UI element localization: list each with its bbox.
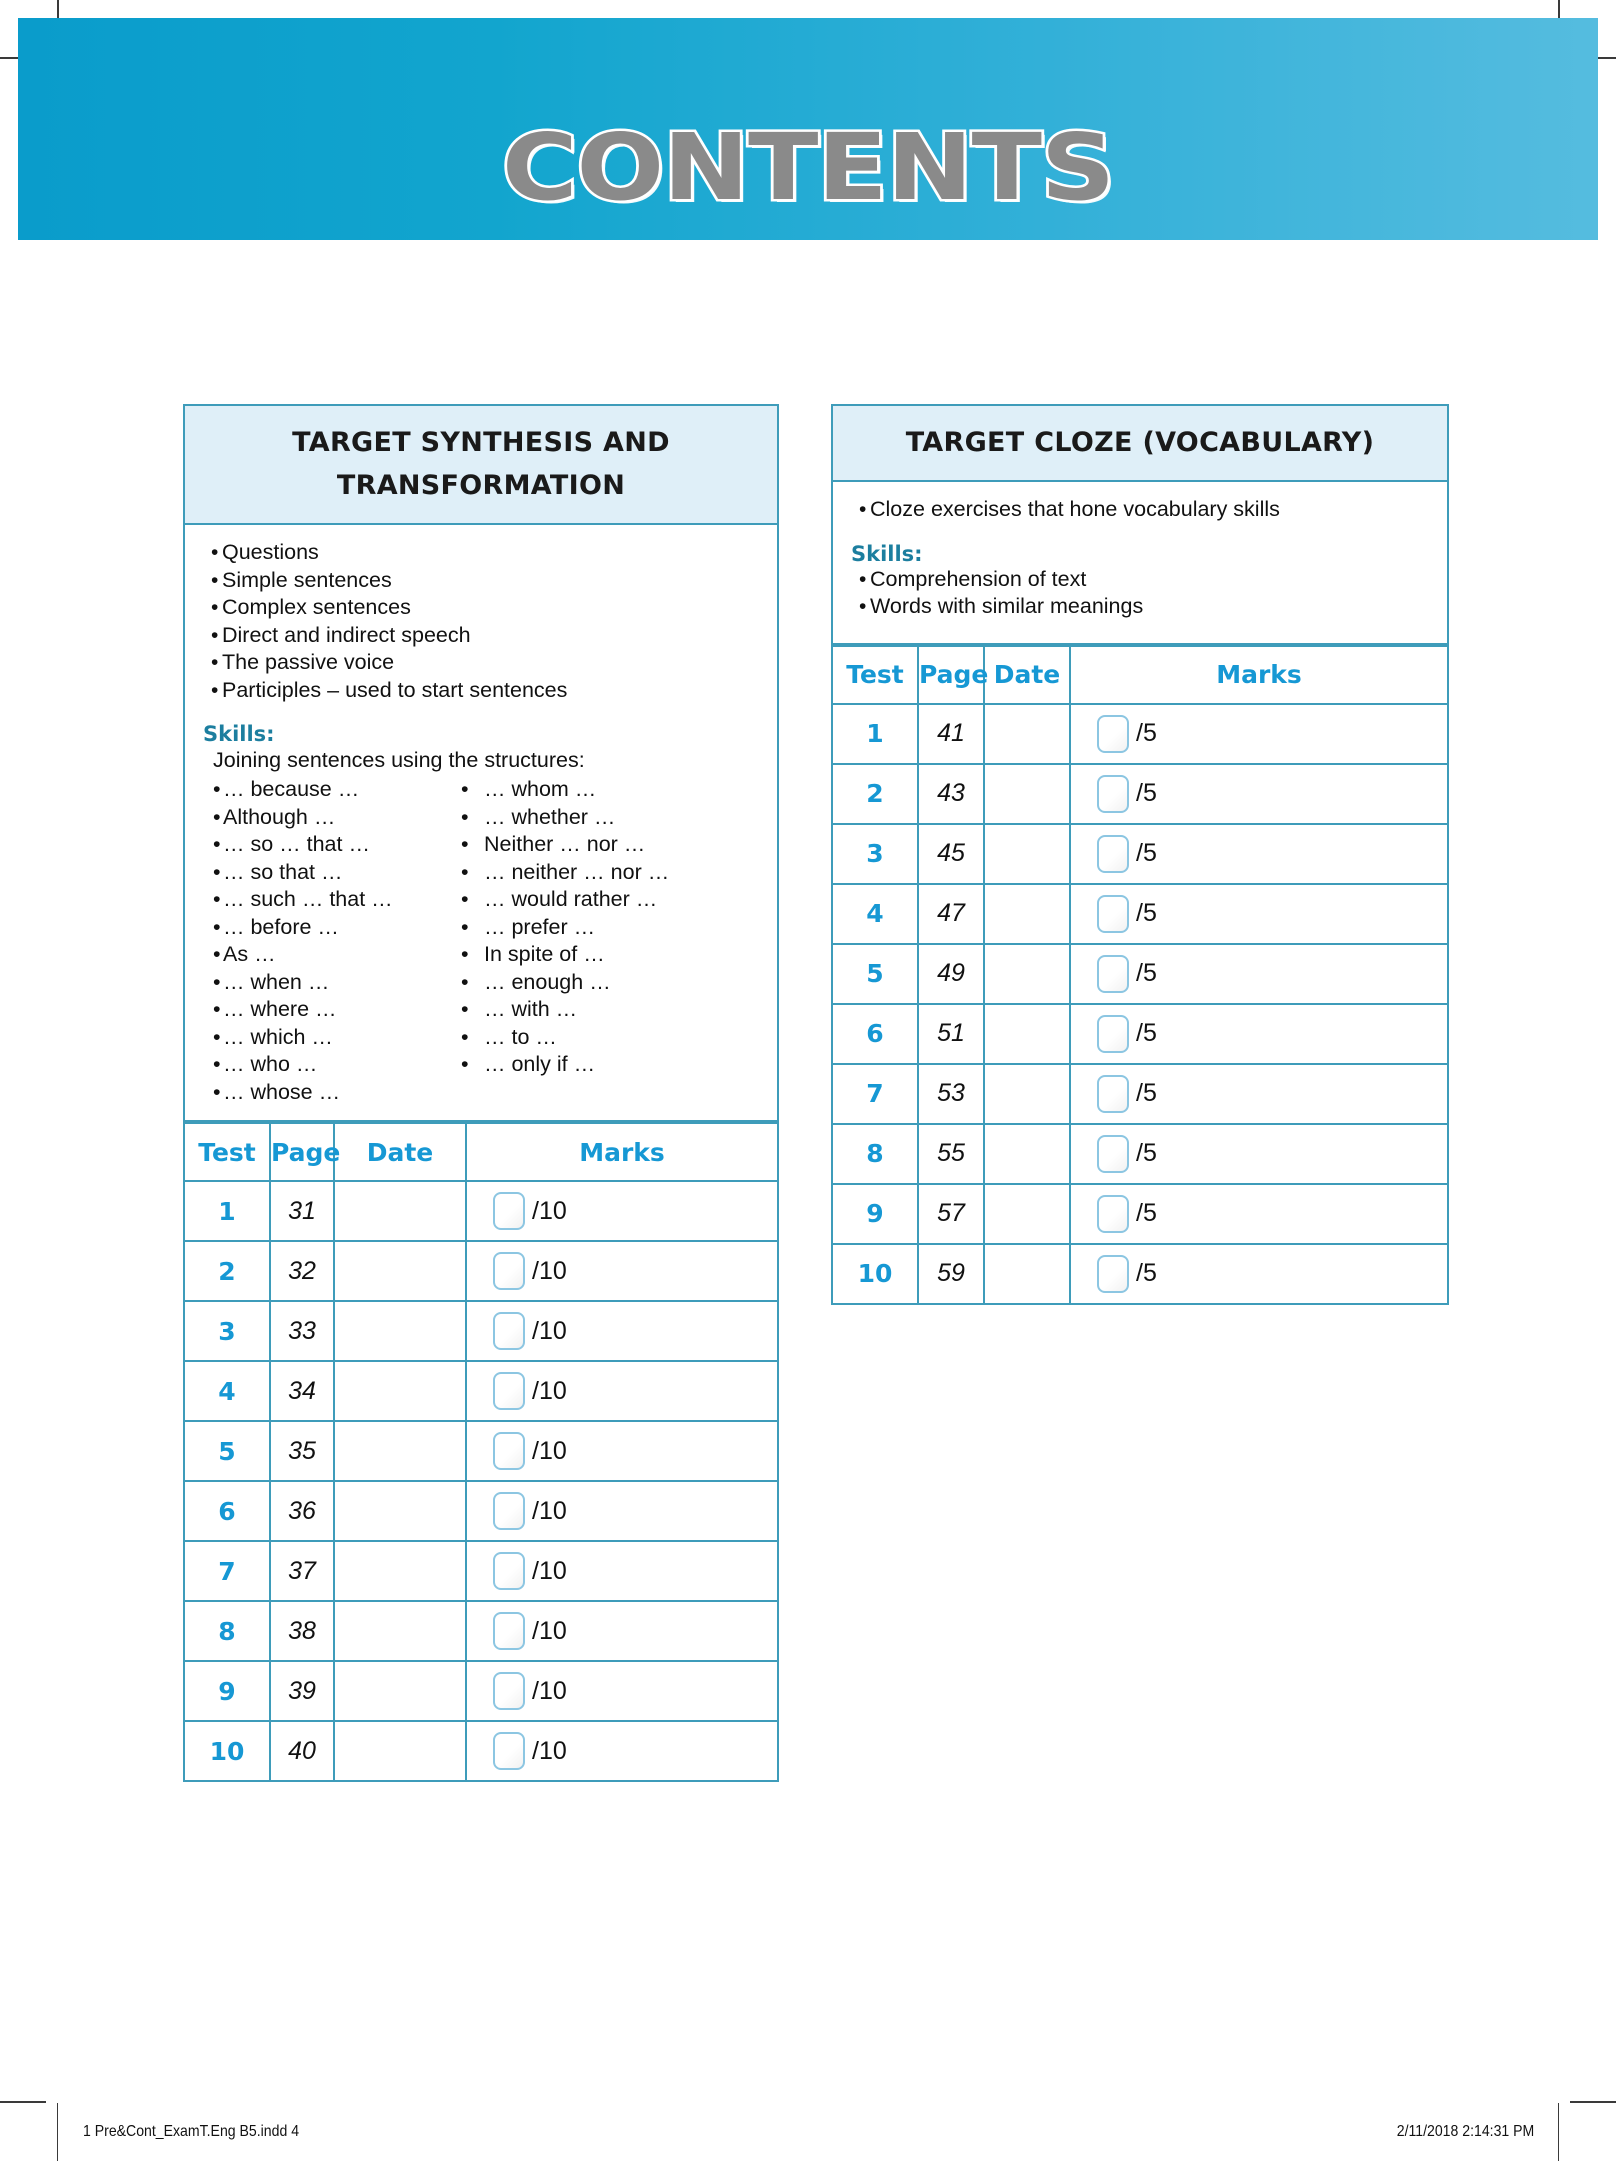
left-section-title: TARGET SYNTHESIS AND TRANSFORMATION [183, 404, 779, 525]
right-column [831, 404, 1449, 1305]
cell-test-number: 3 [184, 1301, 270, 1361]
list-item: • In spite of … [459, 941, 759, 969]
cell-page-number: 37 [270, 1541, 334, 1601]
list-item: • … to … [459, 1024, 759, 1052]
mark-denominator: /10 [532, 1196, 567, 1225]
mark-denominator: /10 [532, 1496, 567, 1525]
cell-date-blank[interactable] [984, 1124, 1070, 1184]
cell-page-number: 32 [270, 1241, 334, 1301]
list-item: • … whether … [459, 804, 759, 832]
cell-date-blank[interactable] [984, 1184, 1070, 1244]
list-item: • … prefer … [459, 914, 759, 942]
cell-marks [466, 1481, 778, 1541]
cell-page-number: 51 [918, 1004, 984, 1064]
table-row [184, 1361, 778, 1421]
cell-marks [466, 1181, 778, 1241]
cell-marks [1070, 1184, 1448, 1244]
list-item: • … because … [203, 776, 459, 804]
list-item: • Words with similar meanings [851, 593, 1429, 621]
column-header-marks: Marks [1070, 646, 1448, 704]
table-row [184, 1541, 778, 1601]
list-item: • … so … that … [203, 831, 459, 859]
column-header-test: Test [832, 646, 918, 704]
cell-marks [1070, 764, 1448, 824]
mark-entry-box[interactable] [1097, 1075, 1129, 1113]
table-row [832, 824, 1448, 884]
list-item: • … would rather … [459, 886, 759, 914]
cell-date-blank[interactable] [334, 1301, 466, 1361]
left-skills-intro: Joining sentences using the structures: [213, 748, 585, 772]
list-item: • The passive voice [203, 649, 759, 677]
mark-denominator: /10 [532, 1316, 567, 1345]
list-item: • Participles – used to start sentences [203, 677, 759, 705]
cell-marks [466, 1361, 778, 1421]
page-banner [18, 18, 1598, 240]
mark-denominator: /5 [1136, 719, 1157, 747]
cell-marks [1070, 1004, 1448, 1064]
list-item: • Neither … nor … [459, 831, 759, 859]
left-structures [203, 776, 759, 1106]
cell-marks [1070, 884, 1448, 944]
cell-date-blank[interactable] [984, 1004, 1070, 1064]
list-item: • … such … that … [203, 886, 459, 914]
column-header-date: Date [334, 1123, 466, 1181]
cell-date-blank[interactable] [334, 1661, 466, 1721]
table-row [832, 1004, 1448, 1064]
crop-mark-bottom-right-horizontal [1570, 2101, 1616, 2103]
footer-timestamp: 2/11/2018 2:14:31 PM [1396, 2123, 1534, 2140]
left-column [183, 404, 779, 1782]
cell-marks [466, 1661, 778, 1721]
mark-entry-box[interactable] [1097, 715, 1129, 753]
cell-date-blank[interactable] [984, 944, 1070, 1004]
mark-entry-box[interactable] [493, 1672, 525, 1710]
cell-test-number: 2 [832, 764, 918, 824]
cell-page-number: 38 [270, 1601, 334, 1661]
mark-denominator: /10 [532, 1736, 567, 1765]
cell-date-blank[interactable] [334, 1241, 466, 1301]
table-row [184, 1481, 778, 1541]
table-row [832, 884, 1448, 944]
cell-page-number: 57 [918, 1184, 984, 1244]
cell-test-number: 5 [832, 944, 918, 1004]
mark-denominator: /5 [1136, 1259, 1157, 1287]
cell-test-number: 5 [184, 1421, 270, 1481]
right-skills-list [851, 566, 1429, 621]
cell-date-blank[interactable] [334, 1181, 466, 1241]
right-section-title: TARGET CLOZE (VOCABULARY) [831, 404, 1449, 482]
mark-entry-box[interactable] [493, 1372, 525, 1410]
footer-filename: 1 Pre&Cont_ExamT.Eng B5.indd 4 [83, 2123, 300, 2140]
cell-marks [1070, 1064, 1448, 1124]
left-skills-label: Skills: [203, 722, 275, 746]
column-header-page: Page [270, 1123, 334, 1181]
table-row [184, 1721, 778, 1781]
table-header-row [832, 646, 1448, 704]
cell-page-number: 34 [270, 1361, 334, 1421]
cell-page-number: 47 [918, 884, 984, 944]
mark-entry-box[interactable] [493, 1432, 525, 1470]
mark-denominator: /10 [532, 1676, 567, 1705]
list-item: • … enough … [459, 969, 759, 997]
list-item: • … with … [459, 996, 759, 1024]
mark-entry-box[interactable] [1097, 1135, 1129, 1173]
mark-entry-box[interactable] [493, 1492, 525, 1530]
table-row [184, 1421, 778, 1481]
cell-page-number: 31 [270, 1181, 334, 1241]
cell-test-number: 4 [184, 1361, 270, 1421]
list-item: • … whose … [203, 1079, 459, 1107]
list-item: • … where … [203, 996, 459, 1024]
mark-entry-box[interactable] [493, 1252, 525, 1290]
mark-denominator: /5 [1136, 1079, 1157, 1107]
cell-marks [466, 1601, 778, 1661]
mark-entry-box[interactable] [493, 1552, 525, 1590]
list-item: • … before … [203, 914, 459, 942]
table-row [184, 1241, 778, 1301]
list-item: • … whom … [459, 776, 759, 804]
mark-denominator: /10 [532, 1256, 567, 1285]
cell-test-number: 6 [184, 1481, 270, 1541]
cell-marks [1070, 1244, 1448, 1304]
table-row [832, 1244, 1448, 1304]
cell-test-number: 1 [832, 704, 918, 764]
mark-entry-box[interactable] [493, 1612, 525, 1650]
table-row [832, 704, 1448, 764]
mark-entry-box[interactable] [1097, 895, 1129, 933]
cell-test-number: 10 [184, 1721, 270, 1781]
cell-page-number: 40 [270, 1721, 334, 1781]
mark-denominator: /5 [1136, 839, 1157, 867]
cell-marks [1070, 944, 1448, 1004]
page-title: CONTENTS [502, 114, 1114, 221]
right-marks-table [831, 645, 1449, 1305]
cell-marks [1070, 704, 1448, 764]
mark-denominator: /5 [1136, 1199, 1157, 1227]
cell-test-number: 4 [832, 884, 918, 944]
column-header-page: Page [918, 646, 984, 704]
table-row [184, 1301, 778, 1361]
cell-page-number: 45 [918, 824, 984, 884]
cell-date-blank[interactable] [984, 824, 1070, 884]
table-header-row [184, 1123, 778, 1181]
right-topic-list [851, 496, 1429, 524]
cell-marks [466, 1721, 778, 1781]
list-item: • … which … [203, 1024, 459, 1052]
table-row [184, 1601, 778, 1661]
cell-test-number: 9 [184, 1661, 270, 1721]
cell-date-blank[interactable] [984, 704, 1070, 764]
mark-entry-box[interactable] [1097, 835, 1129, 873]
mark-denominator: /5 [1136, 1019, 1157, 1047]
mark-denominator: /5 [1136, 1139, 1157, 1167]
mark-entry-box[interactable] [1097, 1015, 1129, 1053]
table-row [832, 1064, 1448, 1124]
cell-date-blank[interactable] [984, 1064, 1070, 1124]
left-structures-column-2 [459, 776, 759, 1106]
cell-marks [1070, 824, 1448, 884]
list-item: • Direct and indirect speech [203, 622, 759, 650]
mark-entry-box[interactable] [493, 1312, 525, 1350]
cell-date-blank[interactable] [984, 1244, 1070, 1304]
mark-denominator: /10 [532, 1376, 567, 1405]
cell-page-number: 43 [918, 764, 984, 824]
crop-mark-bottom-right-vertical [1558, 2103, 1559, 2161]
cell-date-blank[interactable] [984, 764, 1070, 824]
list-item: • As … [203, 941, 459, 969]
mark-entry-box[interactable] [1097, 955, 1129, 993]
cell-page-number: 41 [918, 704, 984, 764]
cell-test-number: 9 [832, 1184, 918, 1244]
list-item: • … when … [203, 969, 459, 997]
mark-entry-box[interactable] [1097, 1255, 1129, 1293]
cell-page-number: 49 [918, 944, 984, 1004]
cell-date-blank[interactable] [334, 1601, 466, 1661]
table-row [832, 1124, 1448, 1184]
table-row [832, 764, 1448, 824]
mark-denominator: /10 [532, 1616, 567, 1645]
cell-test-number: 3 [832, 824, 918, 884]
mark-denominator: /10 [532, 1556, 567, 1585]
cell-page-number: 53 [918, 1064, 984, 1124]
mark-entry-box[interactable] [1097, 1195, 1129, 1233]
list-item: • Complex sentences [203, 594, 759, 622]
crop-mark-bottom-left-horizontal [0, 2101, 46, 2103]
mark-denominator: /5 [1136, 779, 1157, 807]
right-section-body [831, 482, 1449, 645]
table-row [184, 1661, 778, 1721]
column-header-marks: Marks [466, 1123, 778, 1181]
list-item: • … so that … [203, 859, 459, 887]
cell-test-number: 2 [184, 1241, 270, 1301]
cell-page-number: 59 [918, 1244, 984, 1304]
cell-marks [466, 1301, 778, 1361]
mark-entry-box[interactable] [1097, 775, 1129, 813]
cell-page-number: 33 [270, 1301, 334, 1361]
cell-test-number: 7 [832, 1064, 918, 1124]
table-row [832, 1184, 1448, 1244]
cell-marks [1070, 1124, 1448, 1184]
mark-denominator: /10 [532, 1436, 567, 1465]
cell-page-number: 36 [270, 1481, 334, 1541]
cell-date-blank[interactable] [984, 884, 1070, 944]
mark-denominator: /5 [1136, 959, 1157, 987]
cell-marks [466, 1421, 778, 1481]
cell-test-number: 10 [832, 1244, 918, 1304]
mark-entry-box[interactable] [493, 1732, 525, 1770]
table-row [832, 944, 1448, 1004]
cell-date-blank[interactable] [334, 1541, 466, 1601]
left-marks-table [183, 1122, 779, 1782]
list-item: • Questions [203, 539, 759, 567]
cell-test-number: 8 [184, 1601, 270, 1661]
left-topic-list [203, 539, 759, 704]
cell-test-number: 1 [184, 1181, 270, 1241]
left-section-body [183, 525, 779, 1122]
mark-entry-box[interactable] [493, 1192, 525, 1230]
list-item: • Comprehension of text [851, 566, 1429, 594]
cell-date-blank[interactable] [334, 1421, 466, 1481]
list-item: • Cloze exercises that hone vocabulary skills [851, 496, 1429, 524]
column-header-test: Test [184, 1123, 270, 1181]
cell-test-number: 8 [832, 1124, 918, 1184]
table-row [184, 1181, 778, 1241]
list-item: • … neither … nor … [459, 859, 759, 887]
cell-marks [466, 1541, 778, 1601]
crop-mark-bottom-left-vertical [57, 2103, 58, 2161]
cell-date-blank[interactable] [334, 1481, 466, 1541]
list-item: • Simple sentences [203, 567, 759, 595]
right-skills-label: Skills: [851, 541, 923, 566]
list-item: • … only if … [459, 1051, 759, 1079]
cell-date-blank[interactable] [334, 1361, 466, 1421]
cell-marks [466, 1241, 778, 1301]
mark-denominator: /5 [1136, 899, 1157, 927]
cell-test-number: 6 [832, 1004, 918, 1064]
list-item: • Although … [203, 804, 459, 832]
cell-page-number: 39 [270, 1661, 334, 1721]
list-item: • … who … [203, 1051, 459, 1079]
cell-page-number: 35 [270, 1421, 334, 1481]
cell-test-number: 7 [184, 1541, 270, 1601]
left-structures-column-1 [203, 776, 459, 1106]
column-header-date: Date [984, 646, 1070, 704]
cell-page-number: 55 [918, 1124, 984, 1184]
cell-date-blank[interactable] [334, 1721, 466, 1781]
